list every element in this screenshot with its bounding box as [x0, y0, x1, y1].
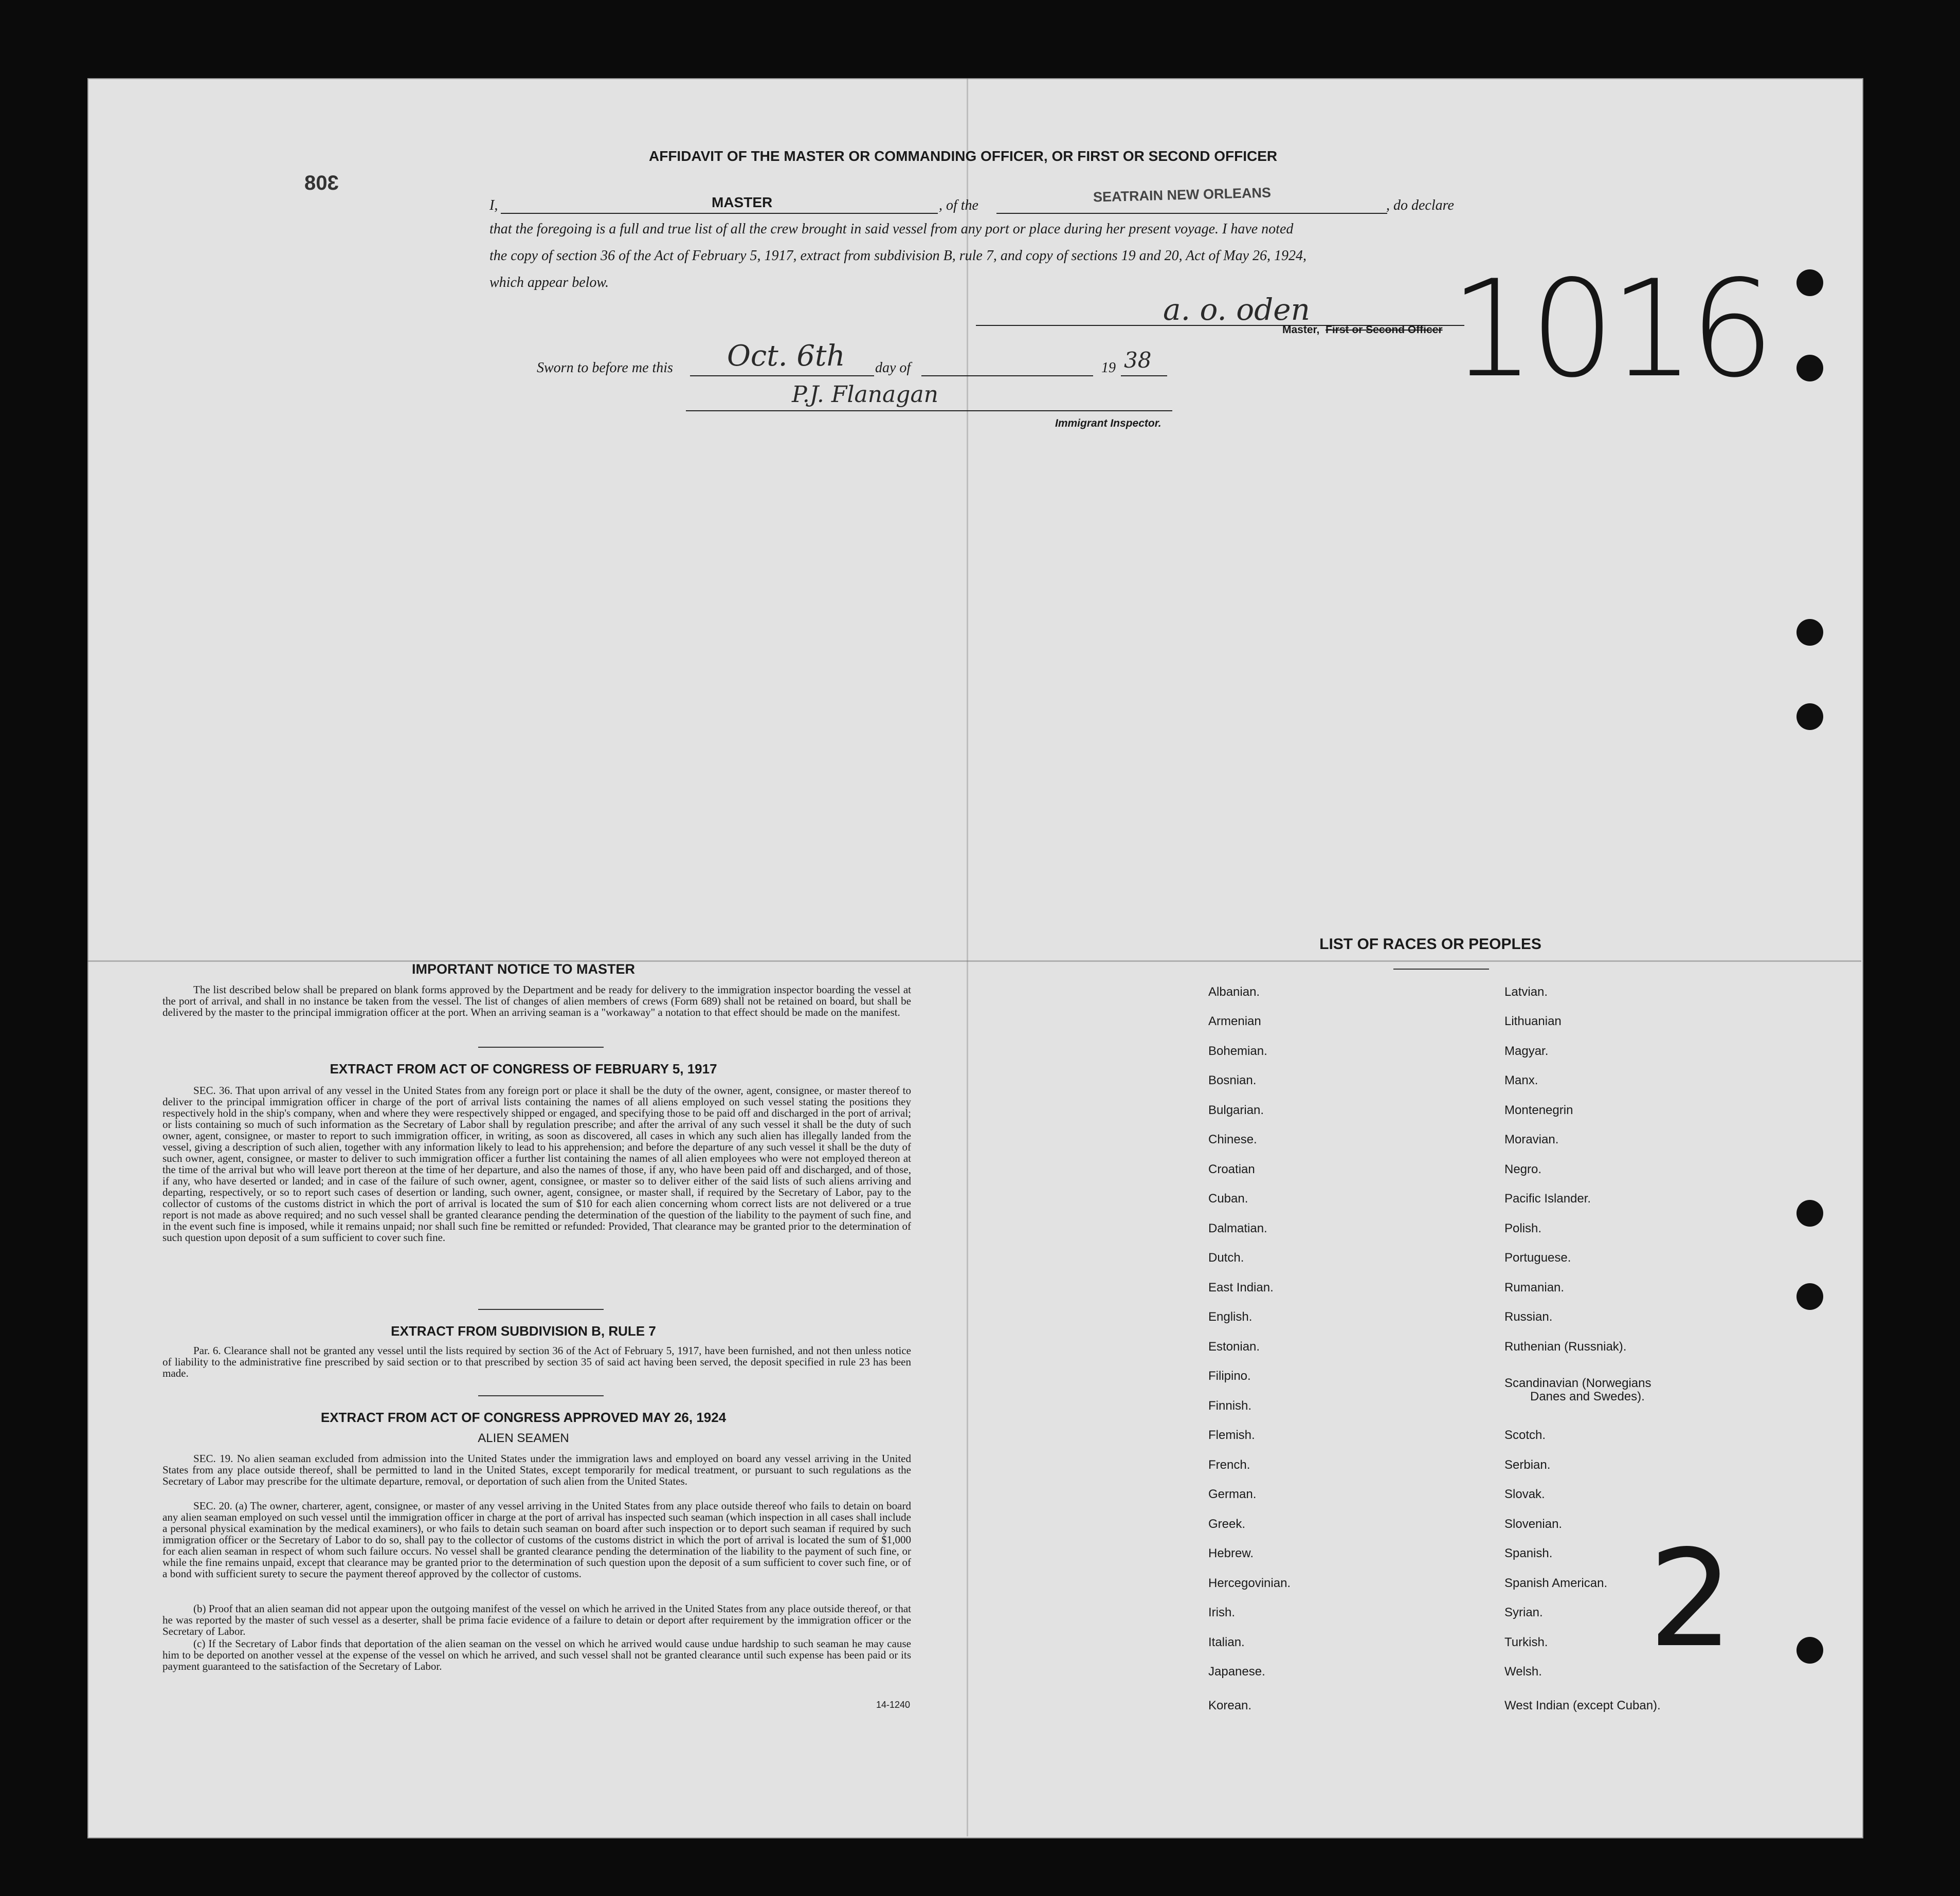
punch-hole — [1796, 269, 1823, 296]
sec20a-text: SEC. 20. (a) The owner, charterer, agent, consignee, or master of any vessel arriving in the United States from any place outside thereof who fails to detain on board any alien seaman employed on such vessel until the immigration officer in charge at the port of arrival has inspected such seaman (which inspection in all cases shall include a personal physical examination by the medical examiners), or who fails to detain such seaman on board after such inspection or to deport such seaman if required by such immigration officer or the Secretary of Labor to do so, shall pay to the collector of customs of the customs district in which the port of arrival is located the sum of $1,000 for each alien seaman in respect of whom such failure occurs. No vessel shall be granted clearance pending the determination of the liability to the payment of such fine, or while the fine remains unpaid, except that clearance may be granted prior to the determination of such question upon the deposit of a sum sufficient to cover such fine, or of a bond with sufficient surety to secure the payment thereof approved by the collector of customs. — [162, 1500, 911, 1580]
rule7-text: Par. 6. Clearance shall not be granted any vessel until the lists required by section 36 of the Act of February 5, 1917, have been furnished, and not then unless notice of liability to the administrative fine prescribed by said section or to that prescribed by section 35 of said act having been served, the deposit specified in rule 23 has been made. — [162, 1344, 911, 1379]
punch-hole — [1796, 1637, 1823, 1664]
sworn-label: Sworn to before me this — [537, 360, 673, 376]
race-item: Slovenian. — [1504, 1517, 1563, 1531]
struck-officer-label: First or Second Officer — [1326, 324, 1443, 336]
race-item: Welsh. — [1504, 1665, 1542, 1679]
extract-1924-title: EXTRACT FROM ACT OF CONGRESS APPROVED MAY 26, 1924 — [320, 1410, 727, 1425]
punch-hole — [1796, 1200, 1823, 1227]
name-underline — [501, 213, 938, 214]
race-item: Japanese. — [1208, 1665, 1265, 1679]
handwritten-number: 1016 — [1450, 252, 1770, 407]
fold-line-vertical — [967, 78, 968, 1836]
year-suffix: 38 — [1124, 348, 1152, 373]
race-item: Dalmatian. — [1208, 1222, 1267, 1235]
race-item: West Indian (except Cuban). — [1504, 1699, 1661, 1712]
race-item: Russian. — [1504, 1310, 1553, 1324]
race-item: Flemish. — [1208, 1428, 1255, 1442]
notice-text: The list described below shall be prepared on blank forms approved by the Department and be ready for delivery to the immigration inspector boarding the vessel at the port of arrival, and shall in no instance be taken from the vessel. The list of changes of alien members of crews (Form 689) shall not be retained on board, but shall be delivered by the master to the principal immigration officer at the port. When an arriving seaman is a "workaway" a notation to that effect should be made on the manifest. — [162, 983, 911, 1018]
race-item: Slovak. — [1504, 1487, 1545, 1501]
divider — [478, 1309, 604, 1310]
inspector-signature: P.J. Flanagan — [792, 381, 939, 408]
sworn-date-value: Oct. 6th — [727, 339, 845, 373]
sec19-text: SEC. 19. No alien seaman excluded from admission into the United States under the immigration laws and employed on board any vessel arriving in the United States from any place outside thereof, shall be permitted to land in the United States, except temporarily for medical treatment, or pursuant to such regulations as the Secretary of Labor may prescribe for the ultimate departure, removal, or deportation of such alien from the United States. — [162, 1452, 911, 1487]
race-item: Greek. — [1208, 1517, 1246, 1531]
race-item: French. — [1208, 1458, 1250, 1472]
form-number: 14-1240 — [876, 1700, 911, 1710]
month-underline — [921, 375, 1093, 376]
race-item: Rumanian. — [1504, 1281, 1565, 1295]
races-divider — [1393, 969, 1489, 970]
alien-seamen-subtitle: ALIEN SEAMEN — [478, 1431, 569, 1445]
race-item: Bosnian. — [1208, 1073, 1257, 1087]
race-item: Filipino. — [1208, 1369, 1251, 1383]
race-item: Irish. — [1208, 1606, 1236, 1619]
of-the-label: , of the — [939, 197, 978, 213]
race-item: Cuban. — [1208, 1192, 1248, 1206]
race-item: Turkish. — [1504, 1635, 1548, 1649]
race-item: English. — [1208, 1310, 1253, 1324]
race-item: Danes and Swedes). — [1530, 1390, 1645, 1403]
race-item: Hercegovinian. — [1208, 1576, 1291, 1590]
affidavit-title: AFFIDAVIT OF THE MASTER OR COMMANDING OFFICER, OR FIRST OR SECOND OFFICER — [649, 148, 1278, 164]
race-item: Portuguese. — [1504, 1251, 1571, 1265]
do-declare-label: , do declare — [1386, 197, 1454, 213]
races-title: LIST OF RACES OR PEOPLES — [1319, 936, 1541, 953]
race-item: Korean. — [1208, 1699, 1252, 1712]
race-item: Spanish American. — [1504, 1576, 1608, 1590]
day-of-label: day of — [875, 360, 911, 376]
race-item: Polish. — [1504, 1222, 1542, 1235]
race-item: Scandinavian (Norwegians — [1504, 1376, 1652, 1390]
sec20b-text: (b) Proof that an alien seaman did not appear upon the outgoing manifest of the vessel on which he arrived in the United States from any place outside thereof, or that he was reported by the master of such vessel as a deserter, shall be prima facie evidence of a failure to detain or deport after requirement by the immigration officer or the Secretary of Labor. — [162, 1602, 911, 1637]
race-item: Bulgarian. — [1208, 1103, 1264, 1117]
vessel-name-value: SEATRAIN NEW ORLEANS — [1093, 185, 1272, 205]
race-item: Serbian. — [1504, 1458, 1551, 1472]
master-title-label: Master, — [1282, 324, 1320, 336]
race-item: Montenegrin — [1504, 1103, 1573, 1117]
vessel-underline — [996, 213, 1387, 214]
race-item: Bohemian. — [1208, 1044, 1267, 1058]
affidavit-body-line2: the copy of section 36 of the Act of February 5, 1917, extract from subdivision B, rule 7, and copy of sections 19 and 20, Act of May 26, 1924, — [489, 248, 1307, 264]
race-item: Ruthenian (Russniak). — [1504, 1340, 1627, 1354]
punch-hole — [1796, 703, 1823, 730]
race-item: Magyar. — [1504, 1044, 1549, 1058]
race-item: Albanian. — [1208, 985, 1260, 999]
race-item: Scotch. — [1504, 1428, 1546, 1442]
race-item: Latvian. — [1504, 985, 1548, 999]
race-item: Estonian. — [1208, 1340, 1260, 1354]
year-prefix: 19 — [1101, 360, 1116, 376]
sec20c-text: (c) If the Secretary of Labor finds that deportation of the alien seaman on the vessel on which he arrived would cause undue hardship to such seaman he may cause him to be deported on another vessel at the expense of the vessel on which he arrived, and such vessel shall not be granted clearance until such expense has been paid or its payment guaranteed to the satisfaction of the Secretary of Labor. — [162, 1637, 911, 1672]
divider — [478, 1395, 604, 1396]
divider — [478, 1047, 604, 1048]
race-item: Negro. — [1504, 1162, 1542, 1176]
extract-1917-text: SEC. 36. That upon arrival of any vessel in the United States from any foreign port or place it shall be the duty of the owner, agent, consignee, or master thereof to deliver to the principal immigration officer in charge of the port of arrival lists containing the names of all aliens employed on such vessel stating the positions they respectively hold in the ship's company, when and where they were respectively shipped or engaged, and specifying those to be paid off and discharged in the port of arrival; or lists containing so much of such information as the Secretary of Labor shall by regulation prescribe; and after the arrival of any such vessel it shall be the duty of such owner, agent, consignee, or master to report to such immigration officer, in writing, as soon as discovered, all cases in which any such alien has illegally landed from the vessel, giving a description of such alien, together with any information likely to lead to his apprehension; and before the departure of any such vessel it shall be the duty of such owner, agent, consignee, or master to deliver to such immigration officer a further list containing the names of all alien employees who were not employed thereon at the time of the arrival but who will leave port thereon at the time of her departure, and also the names of those, if any, who have been paid off and discharged, and of those, if any, who have deserted or landed; and in case of the failure of such owner, agent, consignee, or master so to deliver either of the said lists of such aliens arriving and departing, respectively, or so to report such cases of desertion or landing, such owner, agent, consignee, or master shall, if required by the Secretary of Labor, pay to the collector of customs of the customs district in which the port of arrival is located the sum of $10 for each alien concerning whom correct lists are not delivered or a true report is not made as above required; and no such vessel shall be granted clearance pending the determination of the question of the liability to the payment of such fine, and in the event such fine is imposed, while it remains unpaid; nor shall such fine be remitted or refunded: Provided, That clearance may be granted prior to the determination of such question upon deposit of a sum sufficient to cover such fine. — [162, 1084, 911, 1244]
race-item: East Indian. — [1208, 1281, 1274, 1295]
master-signature: a. o. oden — [1163, 292, 1310, 327]
affidavit-body-line1: that the foregoing is a full and true list of all the crew brought in said vessel from any port or place during her present voyage. I have noted — [489, 221, 1294, 237]
race-item: Finnish. — [1208, 1399, 1252, 1413]
race-item: Spanish. — [1504, 1546, 1553, 1560]
extract-1917-title: EXTRACT FROM ACT OF CONGRESS OF FEBRUARY 5, 1917 — [330, 1061, 717, 1077]
year-underline — [1121, 375, 1167, 376]
punch-hole — [1796, 355, 1823, 381]
race-item: Manx. — [1504, 1073, 1538, 1087]
race-item: Pacific Islander. — [1504, 1192, 1591, 1206]
race-item: Syrian. — [1504, 1606, 1543, 1619]
affidavit-i-label: I, — [489, 197, 498, 213]
rule7-title: EXTRACT FROM SUBDIVISION B, RULE 7 — [391, 1323, 656, 1339]
race-item: Croatian — [1208, 1162, 1255, 1176]
affidavit-body-line3: which appear below. — [489, 275, 609, 290]
sworn-date-underline — [690, 375, 874, 376]
race-item: German. — [1208, 1487, 1257, 1501]
stamp-number: 308 — [304, 172, 339, 194]
master-name-value: MASTER — [712, 194, 773, 210]
race-item: Hebrew. — [1208, 1546, 1254, 1560]
race-item: Italian. — [1208, 1635, 1245, 1649]
race-item: Lithuanian — [1504, 1014, 1562, 1028]
notice-title: IMPORTANT NOTICE TO MASTER — [412, 961, 635, 977]
inspector-signature-line — [686, 410, 1172, 411]
inspector-label: Immigrant Inspector. — [1055, 417, 1162, 429]
race-item: Moravian. — [1504, 1133, 1559, 1146]
race-item: Dutch. — [1208, 1251, 1244, 1265]
race-item: Armenian — [1208, 1014, 1261, 1028]
handwritten-count: 2 — [1648, 1522, 1734, 1677]
punch-hole — [1796, 1283, 1823, 1310]
race-item: Chinese. — [1208, 1133, 1257, 1146]
punch-hole — [1796, 619, 1823, 646]
